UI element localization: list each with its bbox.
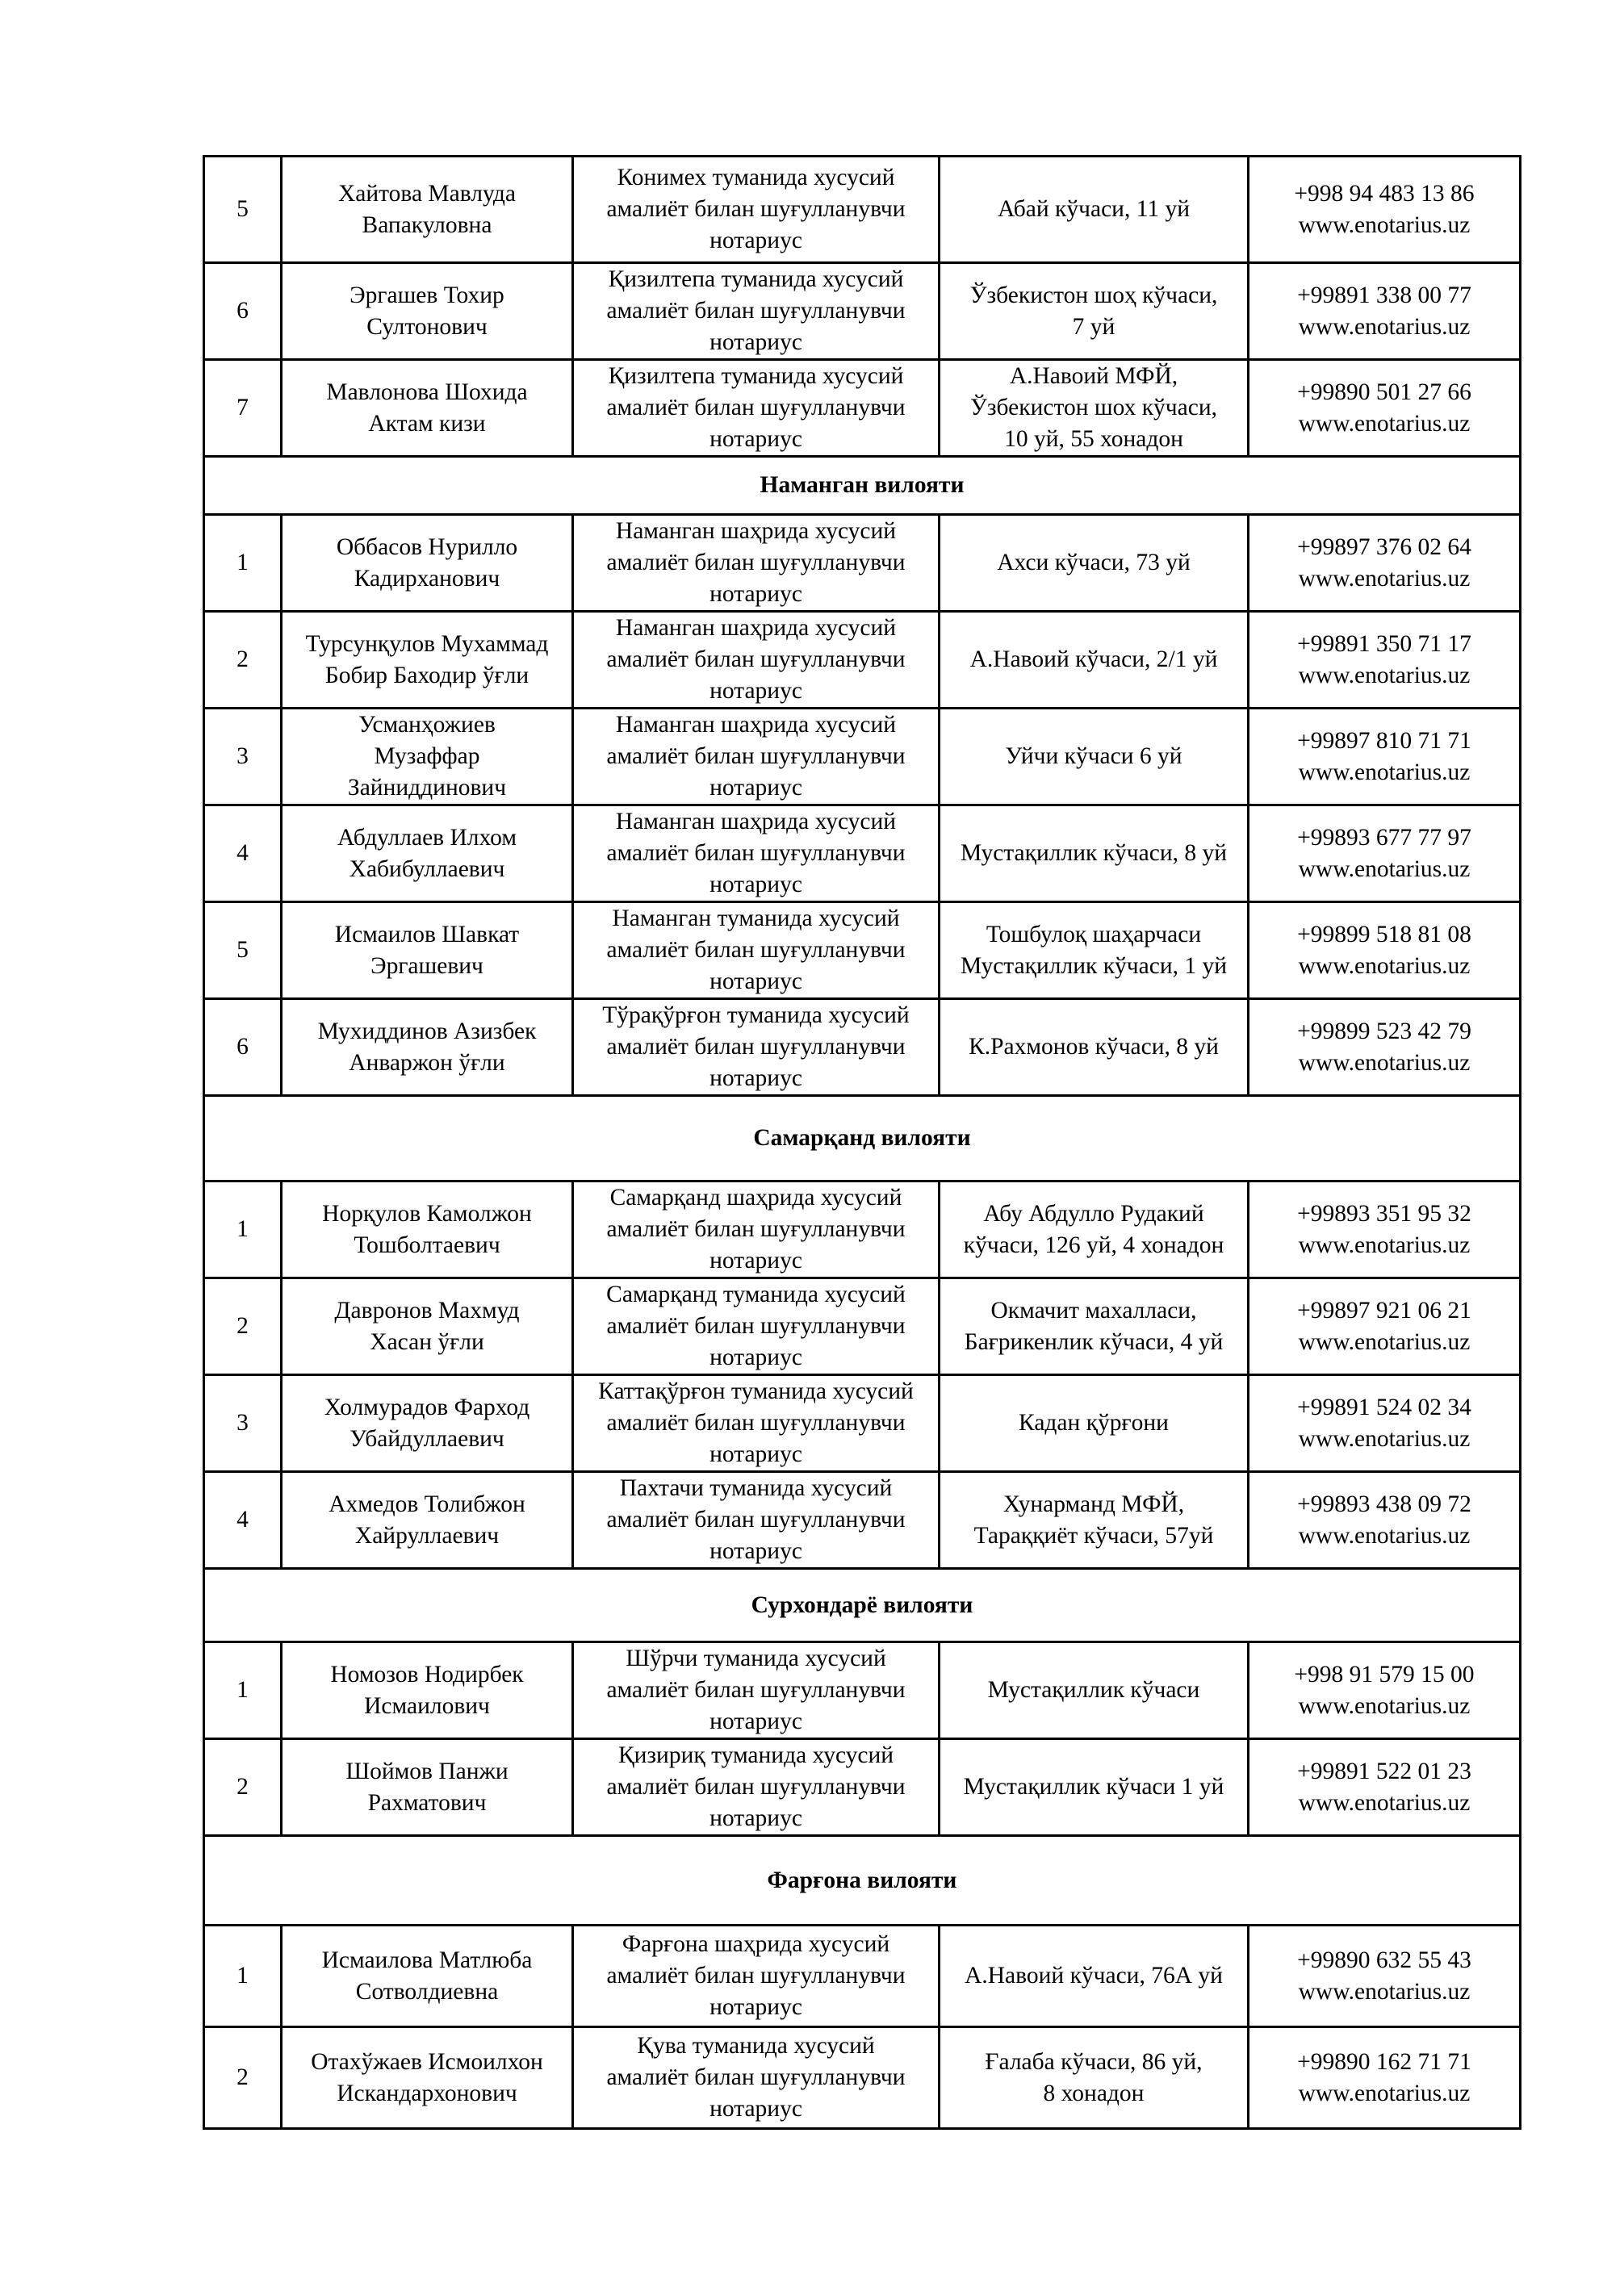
- notary-office: [573, 263, 940, 360]
- notary-contact: [1249, 1278, 1521, 1375]
- text-line: К.Рахмонов кўчаси, 8 уй: [969, 1034, 1219, 1060]
- notary-name: [282, 515, 573, 612]
- row-number: 1: [204, 1181, 282, 1278]
- text-line: амалиёт билан шуғулланувчи: [606, 196, 906, 222]
- text-line: Усманҳожиев: [358, 712, 496, 738]
- text-line: амалиёт билан шуғулланувчи: [606, 298, 906, 324]
- text-line: нотариус: [709, 1708, 802, 1734]
- website-link[interactable]: www.enotarius.uz: [1298, 1049, 1471, 1076]
- text-line: Мустақиллик кўчаси: [987, 1677, 1200, 1703]
- notary-contact: [1249, 1375, 1521, 1472]
- text-line: Бобир Баходир ўғли: [324, 662, 529, 688]
- notary-office: [573, 1739, 940, 1836]
- text-line: 7 уй: [1072, 313, 1115, 340]
- row-number: 6: [204, 263, 282, 360]
- text-line: Кадан қўрғони: [1019, 1410, 1169, 1436]
- notary-office: [573, 515, 940, 612]
- notary-contact: [1249, 1926, 1521, 2027]
- notary-address: [940, 1375, 1249, 1472]
- text-line: А.Навоий кўчаси, 76А уй: [965, 1963, 1223, 1989]
- notary-table-body: [204, 157, 1521, 2129]
- row-number: 2: [204, 1739, 282, 1836]
- text-line: амалиёт билан шуғулланувчи: [606, 743, 906, 769]
- phone-number: +998 94 483 13 86: [1294, 180, 1475, 207]
- text-line: Наманган туманида хусусий: [612, 905, 900, 931]
- region-header-row: [204, 1096, 1521, 1181]
- notary-office: [573, 2027, 940, 2129]
- text-line: Эргашевич: [370, 952, 483, 979]
- notary-contact: [1249, 360, 1521, 457]
- table-row: [204, 1278, 1521, 1375]
- notary-name: [282, 612, 573, 709]
- text-line: Отахўжаев Исмоилхон: [311, 2048, 543, 2075]
- website-link[interactable]: www.enotarius.uz: [1298, 952, 1471, 979]
- notary-address: [940, 1926, 1249, 2027]
- text-line: Ахмедов Толибжон: [329, 1491, 525, 1517]
- text-line: Наманган шаҳрида хусусий: [615, 518, 897, 544]
- text-line: Самарқанд туманида хусусий: [606, 1282, 906, 1307]
- notary-address: [940, 263, 1249, 360]
- notary-address: [940, 1739, 1249, 1836]
- text-line: амалиёт билан шуғулланувчи: [606, 395, 906, 420]
- notary-office: [573, 1278, 940, 1375]
- text-line: нотариус: [709, 968, 802, 994]
- row-number: 3: [204, 1375, 282, 1472]
- text-line: Мухиддинов Азизбек: [317, 1018, 537, 1044]
- text-line: А.Навоий МФЙ,: [1009, 363, 1178, 389]
- row-number: 5: [204, 157, 282, 263]
- text-line: амалиёт билан шуғулланувчи: [606, 1677, 906, 1703]
- phone-number: +99899 518 81 08: [1297, 921, 1471, 947]
- text-line: нотариус: [709, 581, 802, 607]
- text-line: амалиёт билан шуғулланувчи: [606, 1216, 906, 1242]
- text-line: нотариус: [709, 1248, 802, 1273]
- text-line: Самарқанд шаҳрида хусусий: [609, 1185, 902, 1211]
- text-line: нотариус: [709, 228, 802, 253]
- notary-office: [573, 1181, 940, 1278]
- notary-office: [573, 999, 940, 1096]
- notary-contact: [1249, 515, 1521, 612]
- notary-office: [573, 709, 940, 805]
- text-line: нотариус: [709, 1805, 802, 1831]
- phone-number: +99893 351 95 32: [1297, 1200, 1471, 1227]
- website-link[interactable]: www.enotarius.uz: [1298, 2080, 1471, 2106]
- text-line: Тошболтаевич: [354, 1232, 500, 1258]
- text-line: Қизириқ туманида хусусий: [617, 1742, 894, 1768]
- phone-number: +99893 438 09 72: [1297, 1491, 1471, 1517]
- text-line: Убайдуллаевич: [349, 1425, 504, 1452]
- text-line: Хасан ўғли: [370, 1328, 484, 1355]
- notary-contact: [1249, 902, 1521, 999]
- text-line: Актам кизи: [368, 410, 486, 437]
- text-line: Фарғона шаҳрида хусусий: [622, 1931, 890, 1957]
- text-line: Сотволдиевна: [355, 1978, 499, 2005]
- row-number: 1: [204, 515, 282, 612]
- row-number: 2: [204, 1278, 282, 1375]
- text-line: Окмачит махалласи,: [990, 1297, 1197, 1324]
- text-line: Турсунқулов Мухаммад: [305, 630, 549, 657]
- notary-contact: [1249, 805, 1521, 902]
- notary-address: [940, 2027, 1249, 2129]
- notary-office: [573, 612, 940, 709]
- text-line: Абдуллаев Илхом: [337, 824, 517, 851]
- text-line: Тўрақўрғон туманида хусусий: [602, 1002, 910, 1028]
- phone-number: +99897 376 02 64: [1297, 533, 1471, 560]
- table-row: [204, 1375, 1521, 1472]
- text-line: Ўзбекистон шох кўчаси,: [969, 395, 1217, 420]
- row-number: 1: [204, 1926, 282, 2027]
- text-line: нотариус: [709, 1345, 802, 1370]
- notary-name: [282, 1181, 573, 1278]
- text-line: амалиёт билан шуғулланувчи: [606, 2064, 906, 2090]
- table-row: [204, 902, 1521, 999]
- notary-office: [573, 902, 940, 999]
- table-row: [204, 1642, 1521, 1739]
- phone-number: +99897 921 06 21: [1297, 1297, 1471, 1324]
- text-line: Абу Абдулло Рудакий: [983, 1200, 1204, 1227]
- text-line: Кадирханович: [354, 565, 500, 592]
- text-line: амалиёт билан шуғулланувчи: [606, 550, 906, 575]
- website-link[interactable]: www.enotarius.uz: [1298, 1328, 1471, 1355]
- text-line: Хунарманд МФЙ,: [1002, 1491, 1185, 1517]
- phone-number: +99897 810 71 71: [1297, 727, 1471, 754]
- phone-number: +99893 677 77 97: [1297, 824, 1471, 851]
- text-line: нотариус: [709, 426, 802, 452]
- phone-number: +99891 338 00 77: [1297, 282, 1471, 308]
- text-line: Эргашев Тохир: [349, 282, 504, 308]
- text-line: Ўзбекистон шоҳ кўчаси,: [969, 282, 1218, 308]
- table-row: [204, 1739, 1521, 1836]
- notary-name: [282, 263, 573, 360]
- text-line: Каттақўрғон туманида хусусий: [598, 1378, 914, 1404]
- table-row: [204, 805, 1521, 902]
- notary-address: [940, 999, 1249, 1096]
- text-line: 10 уй, 55 хонадон: [1004, 426, 1183, 452]
- text-line: Исмаилов Шавкат: [334, 921, 520, 947]
- notary-contact: [1249, 1472, 1521, 1569]
- text-line: Мустақиллик кўчаси, 8 уй: [960, 840, 1228, 866]
- notary-contact: [1249, 157, 1521, 263]
- notary-address: [940, 360, 1249, 457]
- text-line: Наманган шаҳрида хусусий: [615, 615, 897, 641]
- website-link[interactable]: www.enotarius.uz: [1298, 855, 1471, 882]
- website-link[interactable]: www.enotarius.uz: [1298, 1522, 1471, 1549]
- table-row: [204, 263, 1521, 360]
- table-row: [204, 1181, 1521, 1278]
- notary-name: [282, 2027, 573, 2129]
- notary-address: [940, 902, 1249, 999]
- region-header-row: [204, 1836, 1521, 1926]
- text-line: Зайниддинович: [347, 775, 507, 801]
- text-line: амалиёт билан шуғулланувчи: [606, 1507, 906, 1533]
- notary-name: [282, 1375, 573, 1472]
- text-line: Давронов Махмуд: [334, 1297, 520, 1324]
- text-line: Қизилтепа туманида хусусий: [608, 266, 904, 292]
- row-number: 1: [204, 1642, 282, 1739]
- text-line: Исмаилова Матлюба: [321, 1947, 533, 1973]
- table-row: [204, 999, 1521, 1096]
- notary-contact: [1249, 1181, 1521, 1278]
- text-line: амалиёт билан шуғулланувчи: [606, 1410, 906, 1436]
- website-link[interactable]: www.enotarius.uz: [1298, 565, 1471, 592]
- text-line: Оббасов Нурилло: [336, 533, 518, 560]
- text-line: Музаффар: [374, 743, 480, 769]
- text-line: амалиёт билан шуғулланувчи: [606, 937, 906, 963]
- text-line: Мустақиллик кўчаси, 1 уй: [960, 952, 1228, 979]
- notary-contact: [1249, 709, 1521, 805]
- text-line: Хайтова Мавлуда: [337, 180, 517, 207]
- text-line: нотариус: [709, 872, 802, 897]
- notary-address: [940, 709, 1249, 805]
- text-line: амалиёт билан шуғулланувчи: [606, 1963, 906, 1989]
- text-line: Наманган шаҳрида хусусий: [615, 809, 897, 834]
- website-link[interactable]: www.enotarius.uz: [1298, 759, 1471, 785]
- text-line: Тошбулоқ шаҳарчаси: [986, 921, 1202, 947]
- text-line: нотариус: [709, 2096, 802, 2122]
- website-link[interactable]: www.enotarius.uz: [1298, 1789, 1471, 1816]
- row-number: 3: [204, 709, 282, 805]
- website-link[interactable]: www.enotarius.uz: [1298, 1978, 1471, 2005]
- text-line: кўчаси, 126 уй, 4 хонадон: [963, 1232, 1224, 1258]
- notary-contact: [1249, 1739, 1521, 1836]
- text-line: нотариус: [709, 1538, 802, 1564]
- region-header-row: [204, 457, 1521, 515]
- notary-contact: [1249, 263, 1521, 360]
- text-line: Искандархонович: [337, 2080, 517, 2106]
- table-row: [204, 515, 1521, 612]
- notary-name: [282, 902, 573, 999]
- text-line: Конимех туманида хусусий: [617, 165, 895, 190]
- text-line: Хабибуллаевич: [349, 855, 505, 882]
- region-title: Сурхондарё вилояти: [204, 1569, 1521, 1642]
- text-line: Мустақиллик кўчаси 1 уй: [963, 1774, 1224, 1800]
- website-link[interactable]: www.enotarius.uz: [1298, 1425, 1471, 1452]
- notary-name: [282, 1642, 573, 1739]
- notary-name: [282, 999, 573, 1096]
- phone-number: +99890 162 71 71: [1297, 2048, 1471, 2075]
- region-title: Фарғона вилояти: [204, 1836, 1521, 1926]
- text-line: 8 хонадон: [1043, 2080, 1145, 2106]
- table-row: [204, 612, 1521, 709]
- website-link[interactable]: www.enotarius.uz: [1298, 1232, 1471, 1258]
- text-line: нотариус: [709, 1441, 802, 1467]
- notary-name: [282, 157, 573, 263]
- text-line: Рахматович: [367, 1789, 487, 1816]
- text-line: амалиёт билан шуғулланувчи: [606, 1774, 906, 1800]
- table-row: [204, 709, 1521, 805]
- text-line: Норқулов Камолжон: [322, 1200, 532, 1227]
- notary-address: [940, 1472, 1249, 1569]
- notary-office: [573, 1642, 940, 1739]
- table-row: [204, 2027, 1521, 2129]
- notary-address: [940, 612, 1249, 709]
- text-line: Шоймов Панжи: [345, 1758, 509, 1784]
- text-line: амалиёт билан шуғулланувчи: [606, 840, 906, 866]
- phone-number: +99890 632 55 43: [1297, 1947, 1471, 1973]
- text-line: Тараққиёт кўчаси, 57уй: [973, 1522, 1214, 1549]
- notary-address: [940, 805, 1249, 902]
- table-row: [204, 1926, 1521, 2027]
- notary-address: [940, 1278, 1249, 1375]
- text-line: Абай кўчаси, 11 уй: [997, 196, 1191, 222]
- text-line: амалиёт билан шуғулланувчи: [606, 646, 906, 672]
- text-line: нотариус: [709, 775, 802, 801]
- text-line: амалиёт билан шуғулланувчи: [606, 1313, 906, 1339]
- notary-office: [573, 805, 940, 902]
- text-line: Исмаилович: [364, 1692, 490, 1719]
- website-link[interactable]: www.enotarius.uz: [1298, 211, 1471, 238]
- notary-office: [573, 1375, 940, 1472]
- table-row: [204, 1472, 1521, 1569]
- text-line: Ахси кўчаси, 73 уй: [997, 550, 1191, 575]
- notary-name: [282, 1278, 573, 1375]
- row-number: 6: [204, 999, 282, 1096]
- text-line: Султонович: [366, 313, 488, 340]
- table-row: [204, 360, 1521, 457]
- notary-contact: [1249, 612, 1521, 709]
- phone-number: +99899 523 42 79: [1297, 1018, 1471, 1044]
- notary-office: [573, 1472, 940, 1569]
- notary-address: [940, 1642, 1249, 1739]
- text-line: амалиёт билан шуғулланувчи: [606, 1034, 906, 1060]
- notary-contact: [1249, 999, 1521, 1096]
- phone-number: +99891 524 02 34: [1297, 1394, 1471, 1420]
- notary-address: [940, 157, 1249, 263]
- text-line: Холмурадов Фарход: [324, 1394, 530, 1420]
- text-line: Уйчи кўчаси 6 уй: [1005, 743, 1182, 769]
- text-line: Бағрикенлик кўчаси, 4 уй: [964, 1328, 1224, 1355]
- region-title: Наманган вилояти: [204, 457, 1521, 515]
- notary-name: [282, 360, 573, 457]
- region-title: Самарқанд вилояти: [204, 1096, 1521, 1181]
- notary-name: [282, 1472, 573, 1569]
- text-line: Мавлонова Шохида: [326, 378, 528, 405]
- row-number: 2: [204, 2027, 282, 2129]
- phone-number: +998 91 579 15 00: [1294, 1661, 1475, 1687]
- text-line: нотариус: [709, 329, 802, 355]
- notary-name: [282, 709, 573, 805]
- row-number: 5: [204, 902, 282, 999]
- text-line: нотариус: [709, 1994, 802, 2020]
- text-line: Номозов Нодирбек: [330, 1661, 524, 1687]
- region-header-row: [204, 1569, 1521, 1642]
- text-line: Анваржон ўғли: [349, 1049, 505, 1076]
- notary-name: [282, 1739, 573, 1836]
- text-line: Шўрчи туманида хусусий: [626, 1646, 886, 1671]
- text-line: А.Навоий кўчаси, 2/1 уй: [969, 646, 1218, 672]
- text-line: Ғалаба кўчаси, 86 уй,: [985, 2048, 1203, 2075]
- notary-contact: [1249, 2027, 1521, 2129]
- website-link[interactable]: www.enotarius.uz: [1298, 662, 1471, 688]
- notary-office: [573, 360, 940, 457]
- row-number: 4: [204, 1472, 282, 1569]
- text-line: Қизилтепа туманида хусусий: [608, 363, 904, 389]
- text-line: Наманган шаҳрида хусусий: [615, 712, 897, 738]
- notary-office: [573, 1926, 940, 2027]
- text-line: нотариус: [709, 1065, 802, 1091]
- table-row: [204, 157, 1521, 263]
- notary-office: [573, 157, 940, 263]
- notary-name: [282, 805, 573, 902]
- phone-number: +99891 350 71 17: [1297, 630, 1471, 657]
- notary-contact: [1249, 1642, 1521, 1739]
- row-number: 2: [204, 612, 282, 709]
- text-line: Хайруллаевич: [354, 1522, 500, 1549]
- text-line: Вапакуловна: [362, 211, 492, 238]
- text-line: Қува туманида хусусий: [637, 2033, 875, 2059]
- phone-number: +99891 522 01 23: [1297, 1758, 1471, 1784]
- notary-table: [203, 155, 1521, 2130]
- website-link[interactable]: www.enotarius.uz: [1298, 410, 1471, 437]
- phone-number: +99890 501 27 66: [1297, 378, 1471, 405]
- row-number: 4: [204, 805, 282, 902]
- text-line: Пахтачи туманида хусусий: [619, 1475, 893, 1501]
- website-link[interactable]: www.enotarius.uz: [1298, 313, 1471, 340]
- notary-address: [940, 1181, 1249, 1278]
- website-link[interactable]: www.enotarius.uz: [1298, 1692, 1471, 1719]
- row-number: 7: [204, 360, 282, 457]
- notary-name: [282, 1926, 573, 2027]
- notary-address: [940, 515, 1249, 612]
- text-line: нотариус: [709, 678, 802, 704]
